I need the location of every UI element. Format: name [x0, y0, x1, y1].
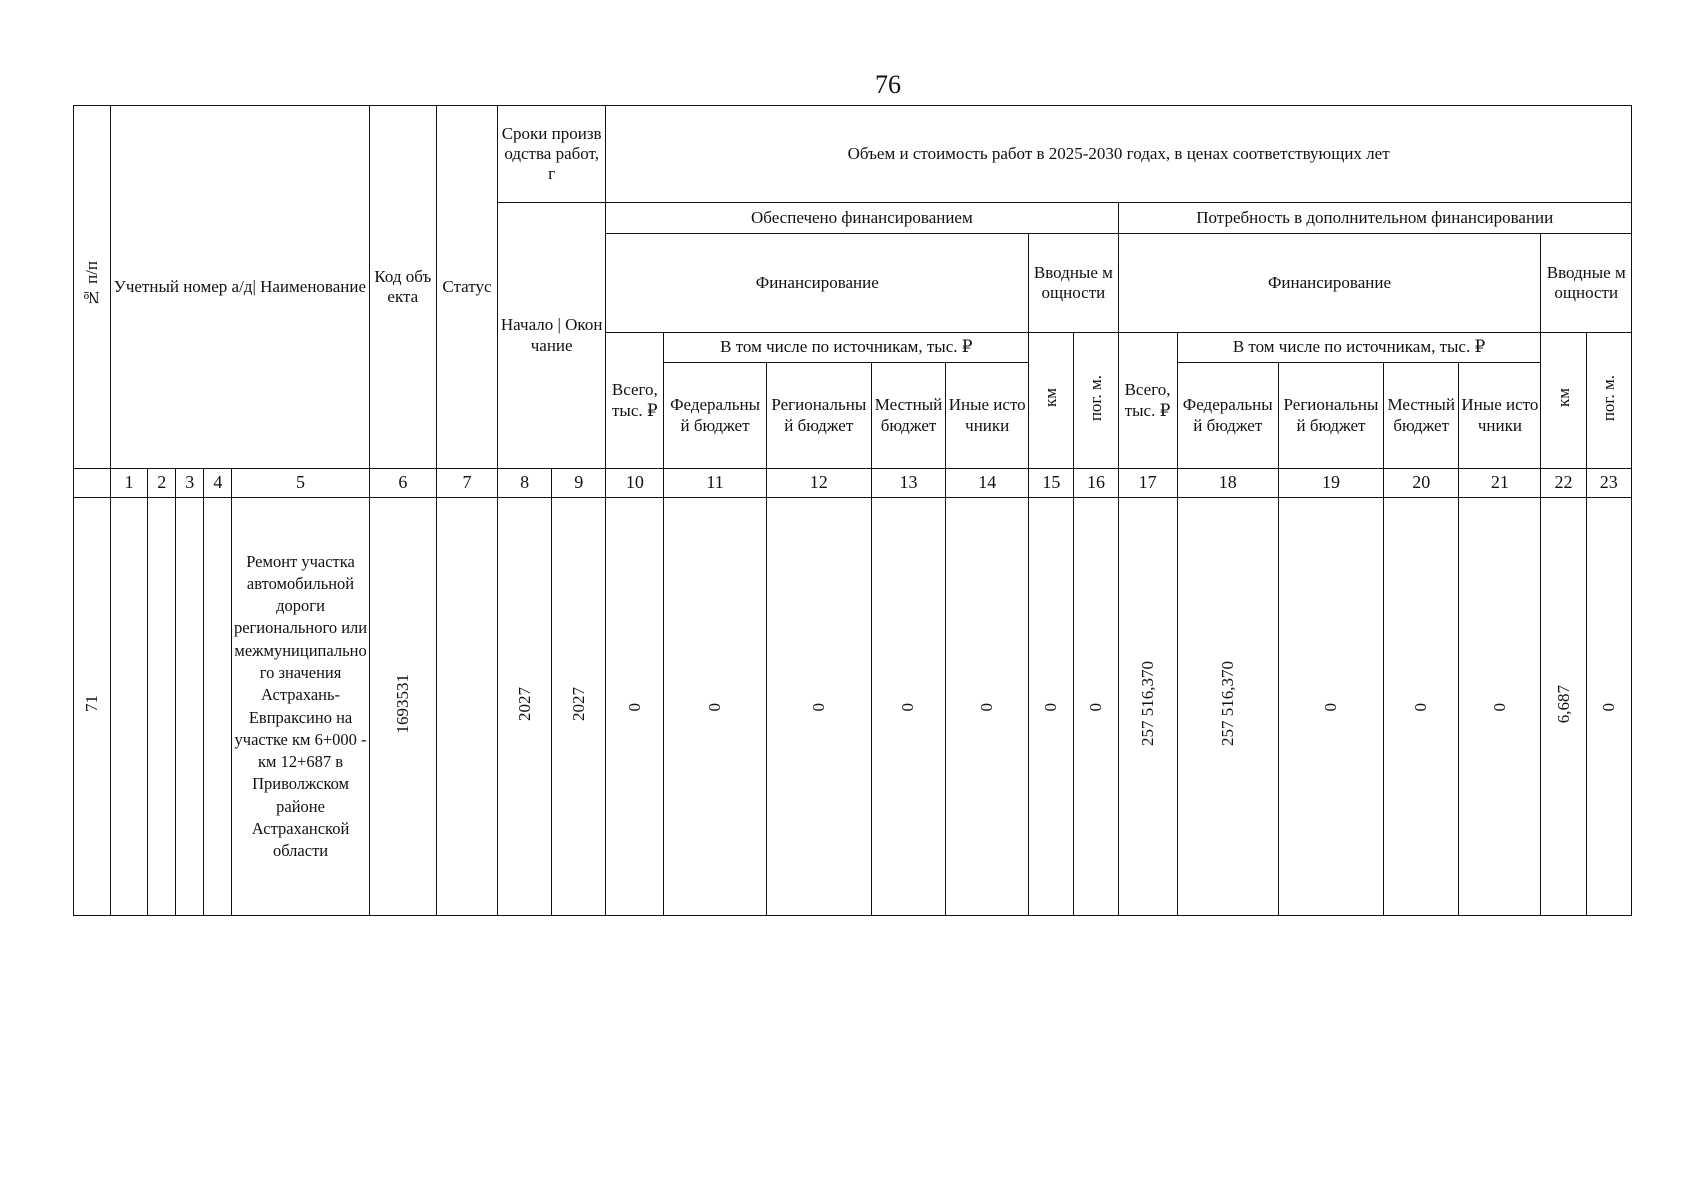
secured-total: 0	[606, 498, 664, 916]
header-pogm-secured: пог. м.	[1074, 333, 1118, 469]
header-other-secured: Иные источники	[946, 363, 1029, 469]
header-start-end: Начало | Окончание	[498, 203, 606, 469]
column-number: 18	[1177, 469, 1278, 498]
header-federal-secured: Федеральный бюджет	[664, 363, 766, 469]
end-year: 2027	[552, 498, 606, 916]
column-number: 8	[498, 469, 552, 498]
works-table	[73, 105, 1632, 916]
column-number: 19	[1278, 469, 1383, 498]
secured-local: 0	[871, 498, 945, 916]
cell-col-3	[176, 498, 204, 916]
header-other-need: Иные источники	[1459, 363, 1541, 469]
header-production-period: Сроки производства работ, г	[498, 106, 606, 203]
cell-col-1	[111, 498, 148, 916]
header-financing-need: Финансирование	[1118, 234, 1541, 333]
page-number: 76	[875, 70, 901, 99]
header-financing-secured: Финансирование	[606, 234, 1029, 333]
secured-pogm: 0	[1074, 498, 1118, 916]
column-number: 4	[204, 469, 232, 498]
column-number: 12	[766, 469, 871, 498]
column-number-blank	[74, 469, 111, 498]
column-number: 22	[1541, 469, 1586, 498]
header-object-code: Код объекта	[369, 106, 436, 469]
need-regional: 0	[1278, 498, 1383, 916]
need-local: 0	[1384, 498, 1459, 916]
secured-regional: 0	[766, 498, 871, 916]
header-local-secured: Местный бюджет	[871, 363, 945, 469]
header-federal-need: Федеральный бюджет	[1177, 363, 1278, 469]
secured-other: 0	[946, 498, 1029, 916]
column-number: 14	[946, 469, 1029, 498]
header-row-num: № п/п	[74, 106, 111, 469]
column-number: 5	[232, 469, 369, 498]
column-number: 2	[148, 469, 176, 498]
header-volume-cost: Объем и стоимость работ в 2025-2030 годах, в ценах соответствующих лет	[606, 106, 1632, 203]
row-number: 71	[74, 498, 111, 916]
cell-col-4	[204, 498, 232, 916]
need-km: 6,687	[1541, 498, 1586, 916]
need-other: 0	[1459, 498, 1541, 916]
need-federal: 257 516,370	[1177, 498, 1278, 916]
column-number: 9	[552, 469, 606, 498]
column-number-row	[74, 469, 1632, 498]
object-code: 1693531	[369, 498, 436, 916]
secured-km: 0	[1029, 498, 1074, 916]
header-local-need: Местный бюджет	[1384, 363, 1459, 469]
column-number: 7	[436, 469, 497, 498]
header-km-secured: км	[1029, 333, 1074, 469]
column-number: 1	[111, 469, 148, 498]
header-pogm-need: пог. м.	[1586, 333, 1631, 469]
object-status	[436, 498, 497, 916]
column-number: 3	[176, 469, 204, 498]
column-number: 21	[1459, 469, 1541, 498]
need-pogm: 0	[1586, 498, 1631, 916]
cell-col-2	[148, 498, 176, 916]
header-capacity-secured: Вводные мощности	[1029, 234, 1118, 333]
header-by-sources-need: В том числе по источникам, тыс. ₽	[1177, 333, 1541, 363]
header-regional-secured: Региональный бюджет	[766, 363, 871, 469]
column-number: 10	[606, 469, 664, 498]
object-name: Ремонт участка автомобильной дороги регионального или межмуниципального значения Астрахань-Евпраксино на участке км 6+000 - км 12+687 в Приволжском районе Астраханской области	[232, 498, 369, 916]
column-number: 16	[1074, 469, 1118, 498]
header-total-need: Всего, тыс. ₽	[1118, 333, 1177, 469]
header-total-secured: Всего, тыс. ₽	[606, 333, 664, 469]
table-row	[74, 498, 1632, 916]
column-number: 23	[1586, 469, 1631, 498]
header-status: Статус	[436, 106, 497, 469]
header-need-additional: Потребность в дополнительном финансировании	[1118, 203, 1632, 234]
column-number: 11	[664, 469, 766, 498]
header-regional-need: Региональный бюджет	[1278, 363, 1383, 469]
secured-federal: 0	[664, 498, 766, 916]
column-number: 20	[1384, 469, 1459, 498]
column-number: 17	[1118, 469, 1177, 498]
header-account-name: Учетный номер а/д| Наименование	[111, 106, 370, 469]
start-year: 2027	[498, 498, 552, 916]
header-secured: Обеспечено финансированием	[606, 203, 1118, 234]
column-number: 15	[1029, 469, 1074, 498]
header-km-need: км	[1541, 333, 1586, 469]
column-number: 6	[369, 469, 436, 498]
column-number: 13	[871, 469, 945, 498]
header-capacity-need: Вводные мощности	[1541, 234, 1632, 333]
header-by-sources-secured: В том числе по источникам, тыс. ₽	[664, 333, 1029, 363]
need-total: 257 516,370	[1118, 498, 1177, 916]
